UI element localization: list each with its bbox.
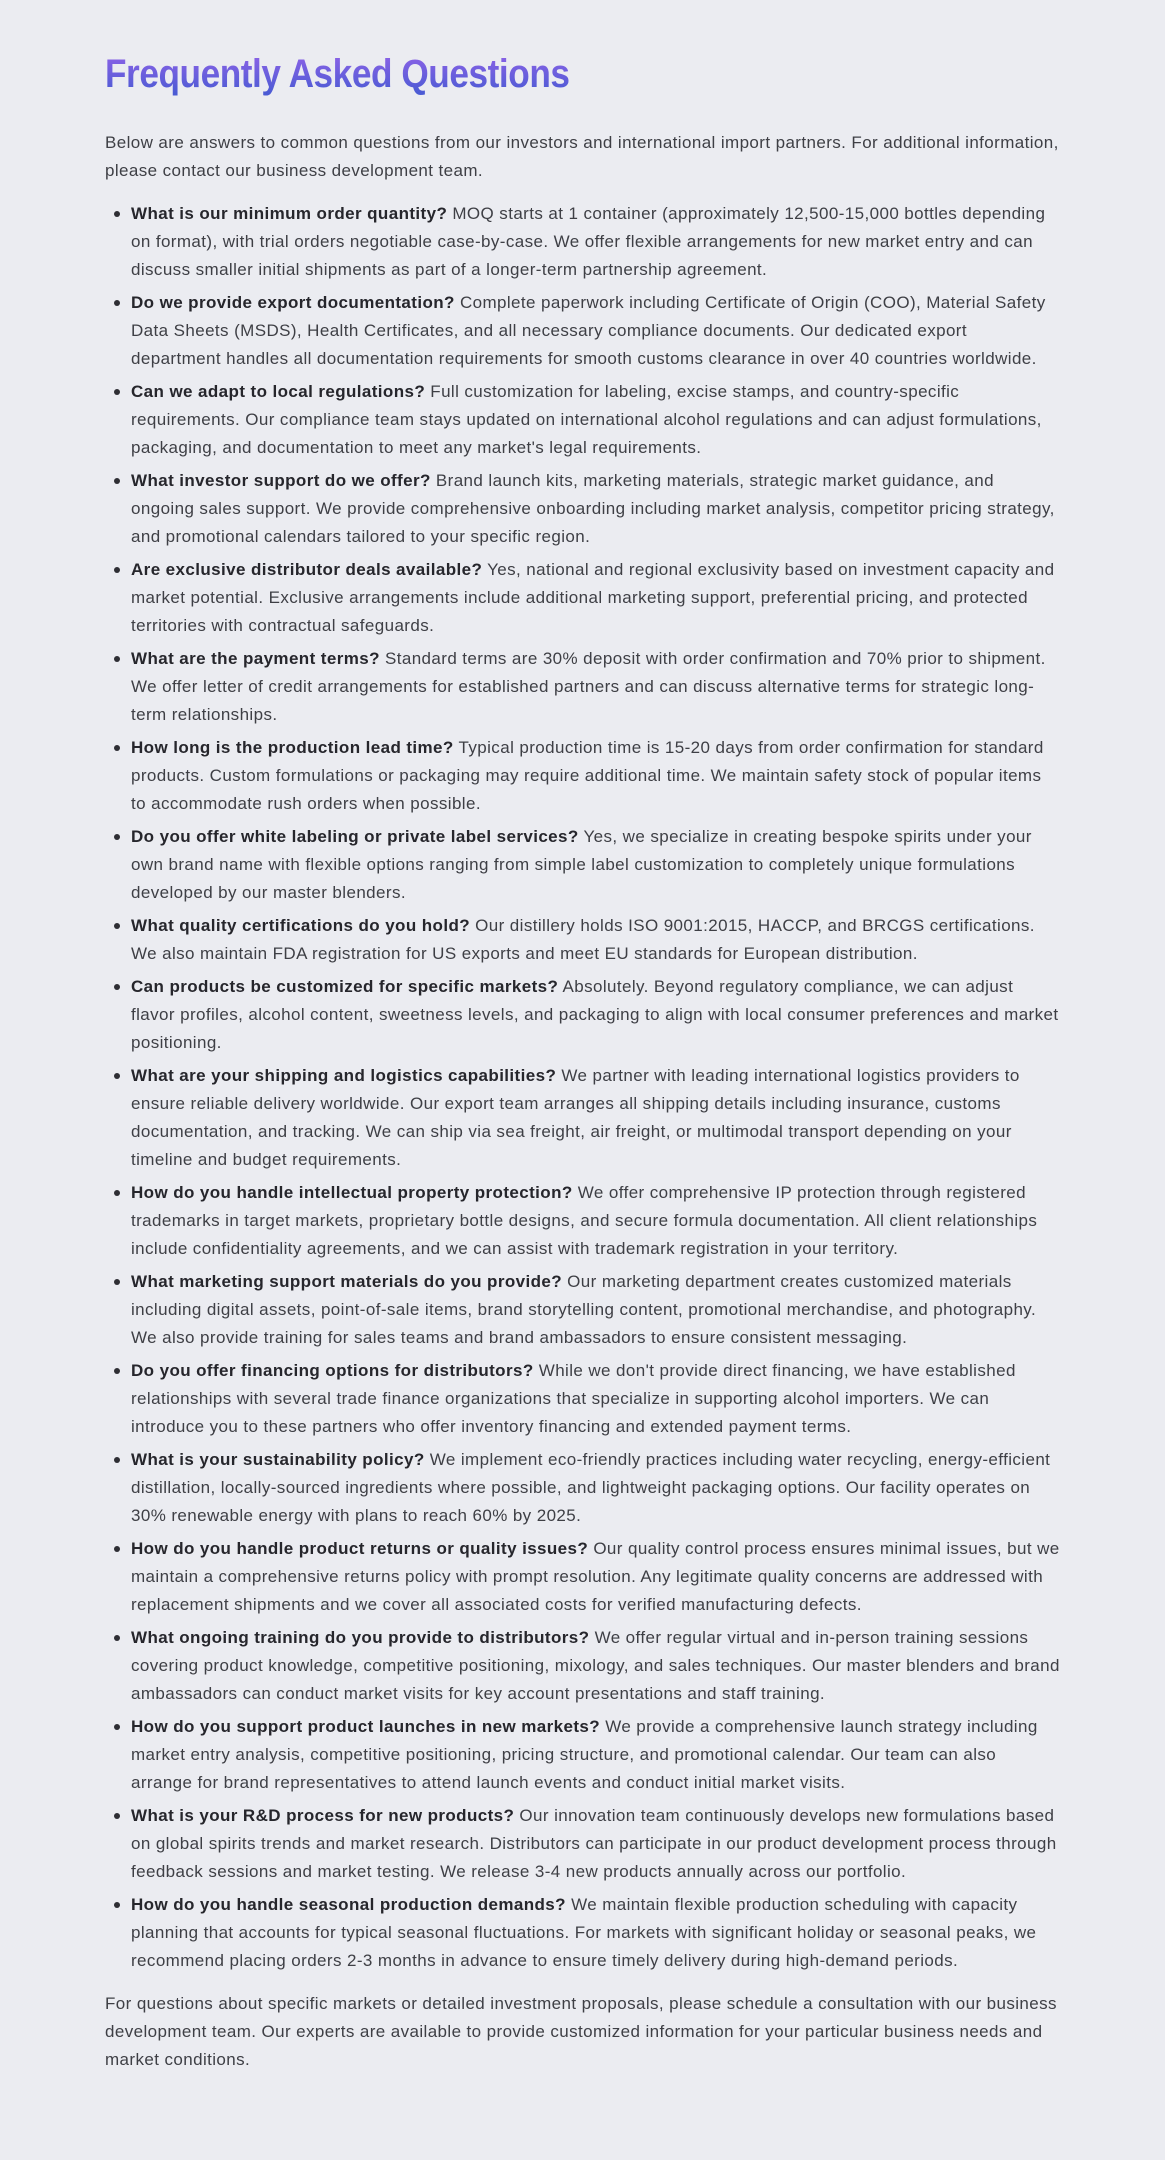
faq-question: Are exclusive distributor deals available? bbox=[131, 559, 483, 579]
faq-answer: We partner with leading international logistics providers to ensure reliable delivery worldwide. Our export team arranges all shipping details including insurance, customs documentation, and tracking. We can ship via sea freight, air freight, or multimodal transport depending on your timeline and budget requirements. bbox=[131, 1065, 1020, 1169]
faq-answer: Full customization for labeling, excise stamps, and country-specific requirements. Our compliance team stays updated on international alcohol regulations and can adjust formulations, packaging, and documentation to meet any market's legal requirements. bbox=[131, 381, 1042, 457]
page-title-text: Frequently Asked Questions bbox=[105, 52, 570, 96]
faq-item bbox=[105, 645, 1060, 729]
intro-text: Below are answers to common questions from our investors and international import partners. For additional information, please contact our business development team. bbox=[105, 132, 1059, 180]
faq-question: What marketing support materials do you provide? bbox=[131, 1271, 563, 1291]
faq-answer: Our quality control process ensures minimal issues, but we maintain a comprehensive returns policy with prompt resolution. Any legitimate quality concerns are addressed with replacement shipments and we cover all associated costs for verified manufacturing defects. bbox=[131, 1538, 1060, 1614]
faq-answer: Complete paperwork including Certificate of Origin (COO), Material Safety Data Sheets (MSDS), Health Certificates, and all necessary compliance documents. Our dedicated export department handles all documentation requirements for smooth customs clearance in over 40 countries worldwide. bbox=[131, 292, 1046, 368]
faq-answer: Absolutely. Beyond regulatory compliance, we can adjust flavor profiles, alcohol content, sweetness levels, and packaging to align with local consumer preferences and market positioning. bbox=[131, 976, 1059, 1052]
faq-item bbox=[105, 378, 1060, 462]
faq-answer: We offer comprehensive IP protection through registered trademarks in target markets, proprietary bottle designs, and secure formula documentation. All client relationships include confidentiality agreements, and we can assist with trademark registration in your territory. bbox=[131, 1182, 1038, 1258]
faq-question: Do we provide export documentation? bbox=[131, 292, 455, 312]
faq-question: What is our minimum order quantity? bbox=[131, 203, 448, 223]
faq-answer: Yes, national and regional exclusivity based on investment capacity and market potential. Exclusive arrangements include additional marketing support, preferential pricing, and protected territories with contractual safeguards. bbox=[131, 559, 1055, 635]
faq-answer: We offer regular virtual and in-person training sessions covering product knowledge, competitive positioning, mixology, and sales techniques. Our master blenders and brand ambassadors can conduct market visits for key account presentations and staff training. bbox=[131, 1627, 1060, 1703]
faq-answer: Our innovation team continuously develops new formulations based on global spirits trends and market research. Distributors can participate in our product development process through feedback sessions and market testing. We release 3-4 new products annually across our portfolio. bbox=[131, 1805, 1057, 1881]
faq-question: What ongoing training do you provide to distributors? bbox=[131, 1627, 590, 1647]
faq-question: How do you support product launches in new markets? bbox=[131, 1716, 601, 1736]
faq-item bbox=[105, 1179, 1060, 1263]
faq-question: What is your sustainability policy? bbox=[131, 1449, 425, 1469]
faq-question: What is your R&D process for new products? bbox=[131, 1805, 515, 1825]
faq-item bbox=[105, 1891, 1060, 1975]
faq-answer: Standard terms are 30% deposit with order confirmation and 70% prior to shipment. We offer letter of credit arrangements for established partners and can discuss alternative terms for strategic long-term relationships. bbox=[131, 648, 1046, 724]
faq-item bbox=[105, 1357, 1060, 1441]
faq-item bbox=[105, 467, 1060, 551]
faq-item bbox=[105, 1062, 1060, 1174]
faq-question: How do you handle seasonal production demands? bbox=[131, 1894, 566, 1914]
faq-item bbox=[105, 823, 1060, 907]
faq-item bbox=[105, 1802, 1060, 1886]
faq-item bbox=[105, 1446, 1060, 1530]
faq-question: What are your shipping and logistics capabilities? bbox=[131, 1065, 557, 1085]
faq-answer: We maintain flexible production scheduling with capacity planning that accounts for typical seasonal fluctuations. For markets with significant holiday or seasonal peaks, we recommend placing orders 2-3 months in advance to ensure timely delivery during high-demand periods. bbox=[131, 1894, 1037, 1970]
faq-question: Do you offer financing options for distributors? bbox=[131, 1360, 534, 1380]
faq-question: What investor support do we offer? bbox=[131, 470, 431, 490]
faq-answer: Our distillery holds ISO 9001:2015, HACCP, and BRCGS certifications. We also maintain FDA registration for US exports and meet EU standards for European distribution. bbox=[131, 915, 1035, 963]
faq-answer: Yes, we specialize in creating bespoke spirits under your own brand name with flexible options ranging from simple label customization to completely unique formulations developed by our master blenders. bbox=[131, 826, 1032, 902]
faq-question: What quality certifications do you hold? bbox=[131, 915, 471, 935]
faq-question: How long is the production lead time? bbox=[131, 737, 454, 757]
faq-item bbox=[105, 1713, 1060, 1797]
faq-answer: Our marketing department creates customized materials including digital assets, point-of-sale items, brand storytelling content, promotional merchandise, and photography. We also provide training for sales teams and brand ambassadors to ensure consistent messaging. bbox=[131, 1271, 1037, 1347]
faq-question: What are the payment terms? bbox=[131, 648, 380, 668]
faq-answer: We implement eco-friendly practices including water recycling, energy-efficient distillation, locally-sourced ingredients where possible, and lightweight packaging options. Our facility operates on 30% renewable energy with plans to reach 60% by 2025. bbox=[131, 1449, 1051, 1525]
faq-answer: We provide a comprehensive launch strategy including market entry analysis, competitive positioning, pricing structure, and promotional calendar. Our team can also arrange for brand representatives to attend launch events and conduct initial market visits. bbox=[131, 1716, 1038, 1792]
faq-answer: While we don't provide direct financing, we have established relationships with several trade finance organizations that specialize in supporting alcohol importers. We can introduce you to these partners who offer inventory financing and extended payment terms. bbox=[131, 1360, 1016, 1436]
faq-item bbox=[105, 289, 1060, 373]
faq-answer: Typical production time is 15-20 days from order confirmation for standard products. Custom formulations or packaging may require additional time. We maintain safety stock of popular items to accommodate rush orders when possible. bbox=[131, 737, 1044, 813]
page-title bbox=[105, 52, 1060, 97]
faq-question: Do you offer white labeling or private label services? bbox=[131, 826, 579, 846]
faq-item bbox=[105, 200, 1060, 284]
faq-item bbox=[105, 1268, 1060, 1352]
faq-list bbox=[105, 200, 1060, 1975]
faq-item bbox=[105, 973, 1060, 1057]
faq-item bbox=[105, 1624, 1060, 1708]
faq-question: Can we adapt to local regulations? bbox=[131, 381, 426, 401]
faq-item bbox=[105, 556, 1060, 640]
closing-text: For questions about specific markets or detailed investment proposals, please schedule a consultation with our business development team. Our experts are available to provide customized information for your particular business needs and market conditions. bbox=[105, 1993, 1057, 2069]
faq-answer: MOQ starts at 1 container (approximately 12,500-15,000 bottles depending on format), with trial orders negotiable case-by-case. We offer flexible arrangements for new market entry and can discuss smaller initial shipments as part of a longer-term partnership agreement. bbox=[131, 203, 1046, 279]
faq-answer: Brand launch kits, marketing materials, strategic market guidance, and ongoing sales support. We provide comprehensive onboarding including market analysis, competitor pricing strategy, and promotional calendars tailored to your specific region. bbox=[131, 470, 1055, 546]
faq-page bbox=[105, 0, 1060, 2108]
faq-item bbox=[105, 1535, 1060, 1619]
faq-question: How do you handle intellectual property protection? bbox=[131, 1182, 573, 1202]
faq-question: How do you handle product returns or quality issues? bbox=[131, 1538, 589, 1558]
faq-item bbox=[105, 734, 1060, 818]
faq-item bbox=[105, 912, 1060, 968]
faq-question: Can products be customized for specific markets? bbox=[131, 976, 559, 996]
